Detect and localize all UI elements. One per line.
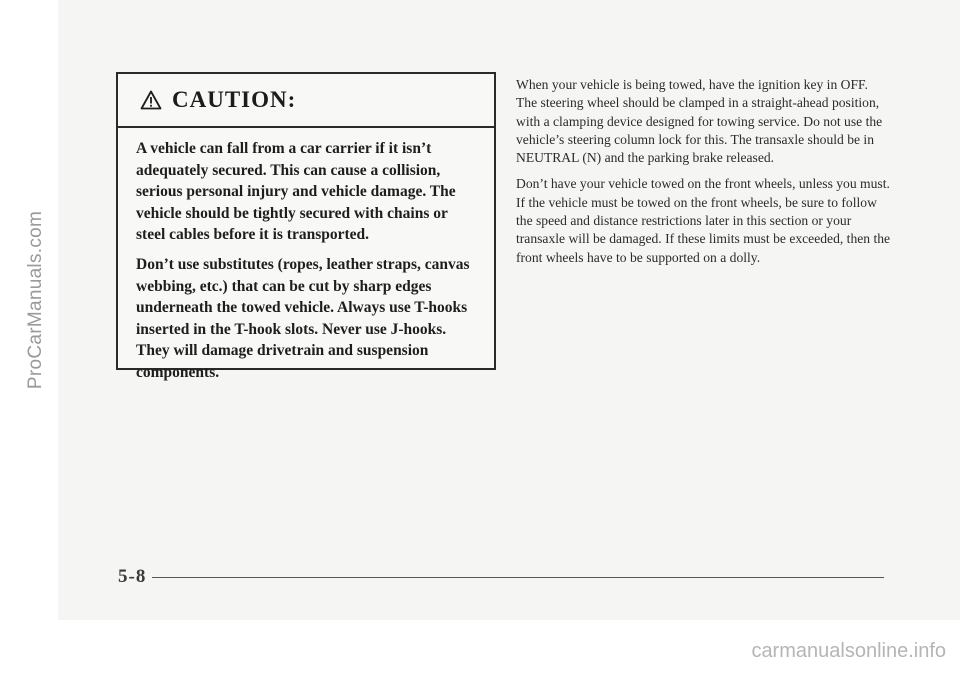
towing-paragraph-1: When your vehicle is being towed, have the ignition key in OFF. The steering wheel should be clamped in a straight-ahead position, with a clamping device designed for towing service. Do not use the vehicle’s steering column lock for this. The transaxle should be in NEUTRAL (N) and the parking brake released. [516, 77, 883, 166]
side-watermark-text: ProCarManuals.com [25, 210, 46, 390]
body-text-column [516, 76, 892, 275]
caution-paragraph-1: A vehicle can fall from a car carrier if it isn’t adequately secured. This can cause a collision, serious personal injury and vehicle damage. The vehicle should be tightly secured with chains or steel cables before it is transported. [136, 140, 456, 244]
towing-paragraph-2: Don’t have your vehicle towed on the front wheels, unless you must. If the vehicle must be towed on the front wheels, be sure to follow the speed and distance restrictions later in this section or your transaxle will be damaged. If these limits must be exceeded, then the front wheels have to be supported on a dolly. [516, 176, 891, 265]
caution-title: CAUTION: [172, 87, 297, 112]
caution-header [118, 74, 494, 128]
caution-paragraph-2: Don’t use substitutes (ropes, leather straps, canvas webbing, etc.) that can be cut by sharp edges underneath the towed vehicle. Always use T-hooks inserted in the T-hook slots. Never use J-hooks. They will damage drivetrain and suspension components. [136, 255, 470, 381]
caution-body [118, 128, 494, 384]
side-watermark [18, 150, 54, 450]
footer-rule [152, 577, 884, 578]
bottom-watermark: carmanualsonline.info [751, 640, 946, 662]
page-number: 5-8 [118, 566, 147, 587]
warning-triangle-icon [140, 90, 162, 110]
caution-box [116, 72, 496, 381]
